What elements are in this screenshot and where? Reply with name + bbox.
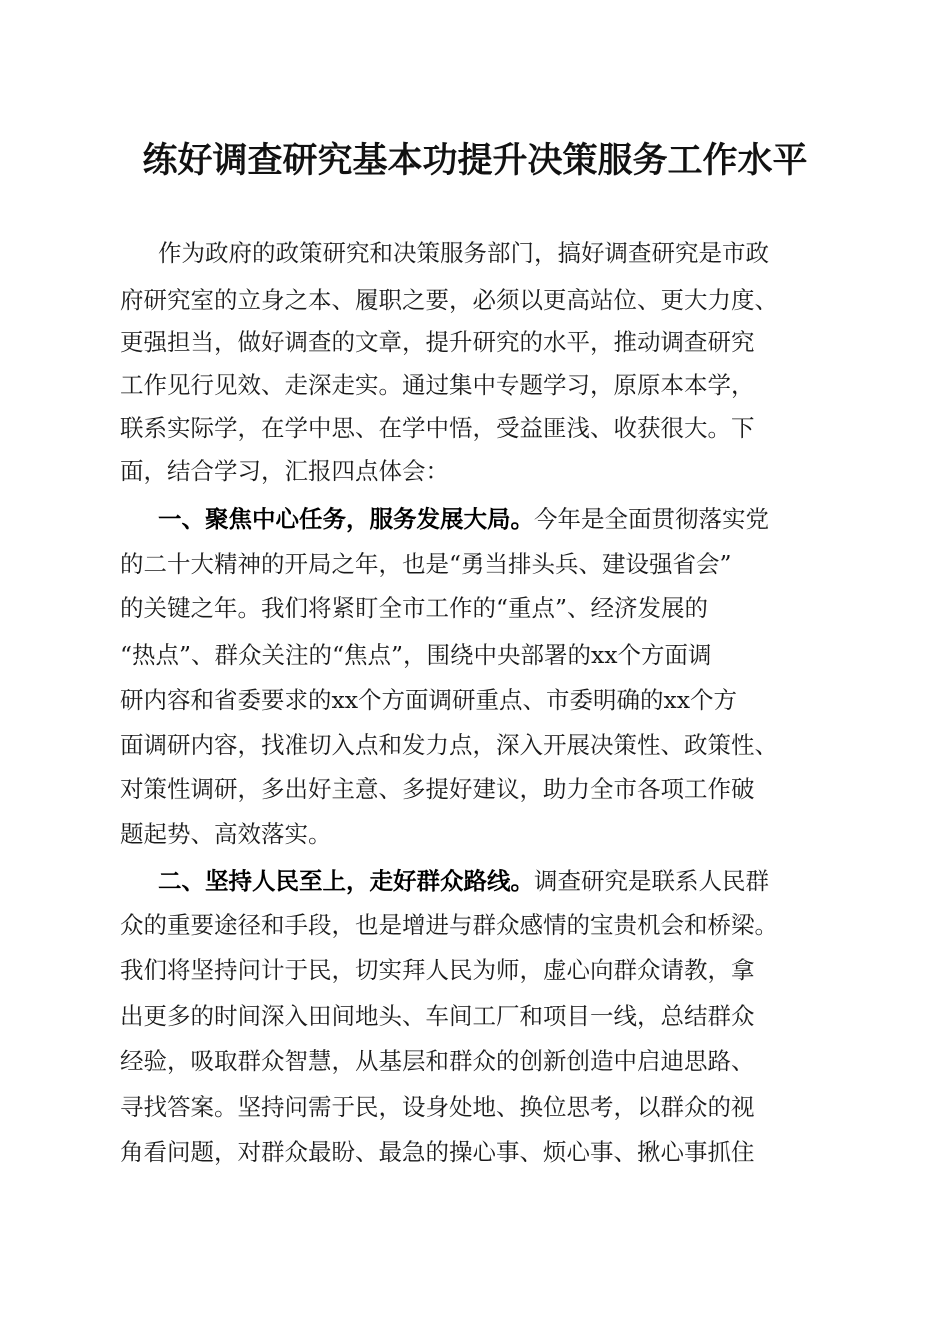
intro-line: 府研究室的立身之本、履职之要，必须以更高站位、更大力度、 [120,286,778,314]
section1-first-line [158,503,769,535]
section2-line: 我们将坚持问计于民，切实拜人民为师，虚心向群众请教，拿 [120,956,755,984]
section2-line: 出更多的时间深入田间地头、车间工厂和项目一线，总结群众 [120,1002,755,1030]
section2-line: 众的重要途径和手段，也是增进与群众感情的宝贵机会和桥梁。 [120,911,778,939]
section1-line: 研内容和省委要求的xx个方面调研重点、市委明确的xx个方 [120,686,738,714]
section1-line: 题起势、高效落实。 [120,820,332,848]
section1-text: 今年是全面贯彻落实党 [534,505,769,533]
intro-line: 面，结合学习，汇报四点体会： [120,457,449,485]
section2-line: 角看问题，对群众最盼、最急的操心事、烦心事、揪心事抓住 [120,1138,755,1166]
section1-line: 对策性调研，多出好主意、多提好建议，助力全市各项工作破 [120,775,755,803]
intro-line: 工作见行见效、走深走实。通过集中专题学习，原原本本学， [120,371,755,399]
section2-line: 寻找答案。坚持问需于民，设身处地、换位思考，以群众的视 [120,1093,755,1121]
section2-line: 经验，吸取群众智慧，从基层和群众的创新创造中启迪思路、 [120,1047,755,1075]
section2-heading: 二、坚持人民至上，走好群众路线。 [158,867,534,895]
section1-line: 的二十大精神的开局之年，也是“勇当排头兵、建设强省会” [120,550,732,578]
section1-line: 面调研内容，找准切入点和发力点，深入开展决策性、政策性、 [120,731,778,759]
section1-heading: 一、聚焦中心任务，服务发展大局。 [158,505,534,533]
intro-line: 作为政府的政策研究和决策服务部门，搞好调查研究是市政 [158,239,769,267]
section1-line: 的关键之年。我们将紧盯全市工作的“重点”、经济发展的 [120,594,709,622]
section2-first-line [158,865,769,897]
section2-text: 调查研究是联系人民群 [534,867,769,895]
intro-line: 联系实际学，在学中思、在学中悟，受益匪浅、收获很大。下 [120,414,755,442]
document-title: 练好调查研究基本功提升决策服务工作水平 [142,140,808,181]
intro-line: 更强担当，做好调查的文章，提升研究的水平，推动调查研究 [120,328,755,356]
section1-line: “热点”、群众关注的“焦点”，围绕中央部署的xx个方面调 [120,641,712,669]
